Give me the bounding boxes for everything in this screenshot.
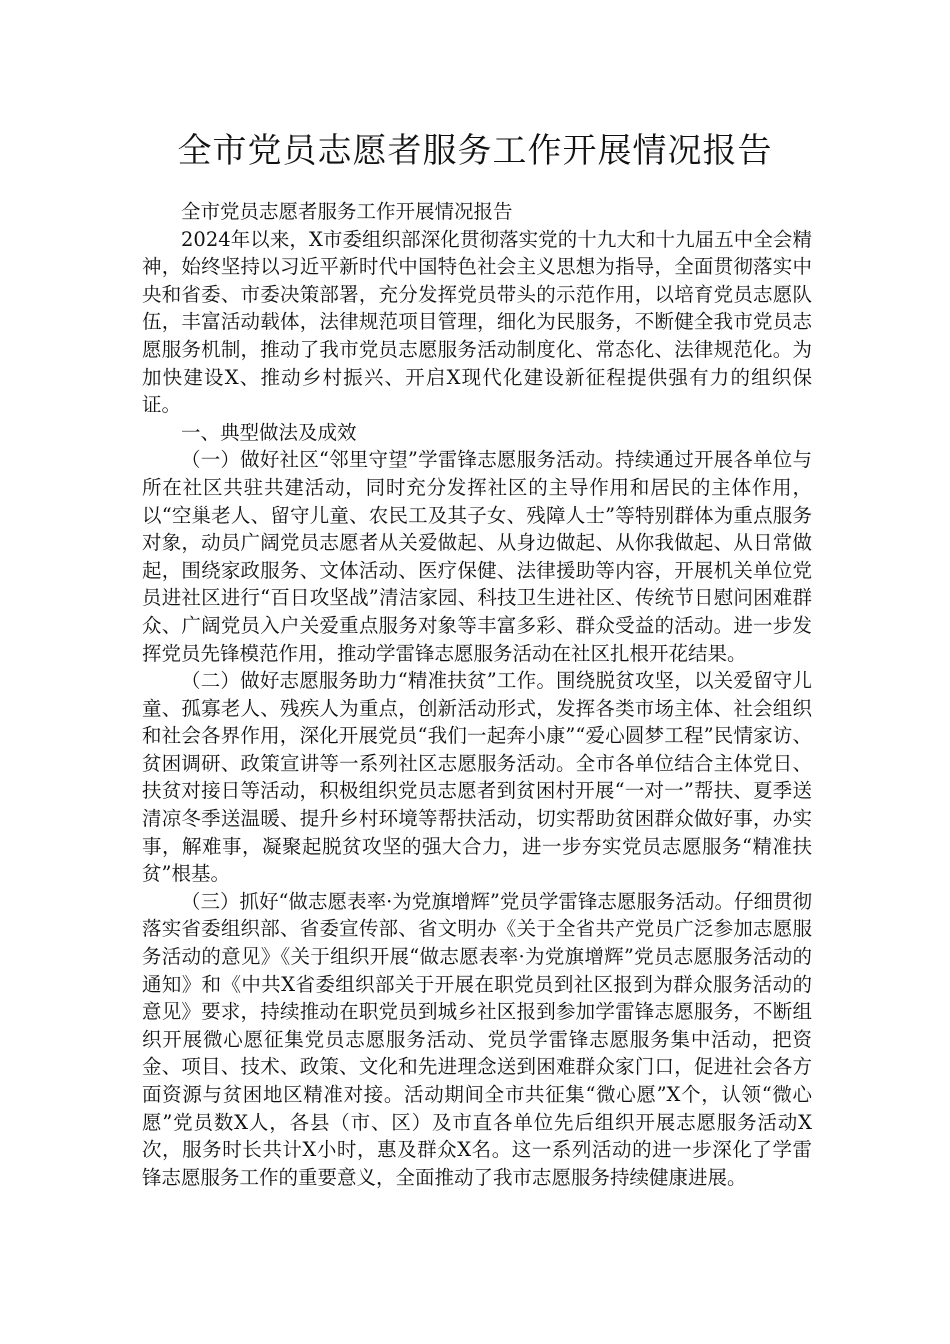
section-heading: 一、典型做法及成效 xyxy=(181,420,357,444)
document-title: 全市党员志愿者服务工作开展情况报告 xyxy=(177,131,773,171)
paragraph-item-1: （一）做好社区“邻里守望”学雷锋志愿服务活动。持续通过开展各单位与所在社区共驻共建活动，同时充分发挥社区的主导作用和居民的主体作用，以“空巢老人、留守儿童、农民工及其子女、残障人士”等特别群体为重点服务对象，动员广阔党员志愿者从关爱做起、从身边做起、从你我做起、从日常做起，围绕家政服务、文体活动、医疗保健、法律援助等内容，开展机关单位党员进社区进行“百日攻坚战”清洁家园、科技卫生进社区、传统节日慰问困难群众、广阔党员入户关爱重点服务对象等丰富多彩、群众受益的活动。进一步发挥党员先锋模范作用，推动学雷锋志愿服务活动在社区扎根开花结果。 xyxy=(142,448,812,665)
paragraph-intro: 2024年以来，X市委组织部深化贯彻落实党的十九大和十九届五中全会精神，始终坚持以习近平新时代中国特色社会主义思想为指导，全面贯彻落实中央和省委、市委决策部署，充分发挥党员带头的示范作用，以培育党员志愿队伍，丰富活动载体，法律规范项目管理，细化为民服务，不断健全我市党员志愿服务机制，推动了我市党员志愿服务活动制度化、常态化、法律规范化。为加快建设X、推动乡村振兴、开启X现代化建设新征程提供强有力的组织保证。 xyxy=(142,227,812,417)
paragraph-item-3: （三）抓好“做志愿表率·为党旗增辉”党员学雷锋志愿服务活动。仔细贯彻落实省委组织部、省委宣传部、省文明办《关于全省共产党员广泛参加志愿服务活动的意见》《关于组织开展“做志愿表率·为党旗增辉”党员志愿服务活动的通知》和《中共X省委组织部关于开展在职党员到社区报到为群众服务活动的意见》要求，持续推动在职党员到城乡社区报到参加学雷锋志愿服务，不断组织开展微心愿征集党员志愿服务活动、党员学雷锋志愿服务集中活动，把资金、项目、技术、政策、文化和先进理念送到困难群众家门口，促进社会各方面资源与贫困地区精准对接。活动期间全市共征集“微心愿”X个，认领“微心愿”党员数X人，各县（市、区）及市直各单位先后组织开展志愿服务活动X次，服务时长共计X小时，惠及群众X名。这一系列活动的进一步深化了学雷锋志愿服务工作的重要意义，全面推动了我市志愿服务持续健康进展。 xyxy=(142,889,812,1189)
paragraph-subtitle: 全市党员志愿者服务工作开展情况报告 xyxy=(181,200,513,223)
paragraph-item-2: （二）做好志愿服务助力“精准扶贫”工作。围绕脱贫攻坚，以关爱留守儿童、孤寡老人、残疾人为重点，创新活动形式，发挥各类市场主体、社会组织和社会各界作用，深化开展党员“我们一起奔小康”“爱心圆梦工程”民情家访、贫困调研、政策宣讲等一系列社区志愿服务活动。全市各单位结合主体党日、扶贫对接日等活动，积极组织党员志愿者到贫困村开展“一对一”帮扶、夏季送清凉冬季送温暖、提升乡村环境等帮扶活动，切实帮助贫困群众做好事，办实事，解难事，凝聚起脱贫攻坚的强大合力，进一步夯实党员志愿服务“精准扶贫”根基。 xyxy=(142,669,812,886)
document-body xyxy=(142,198,812,1191)
